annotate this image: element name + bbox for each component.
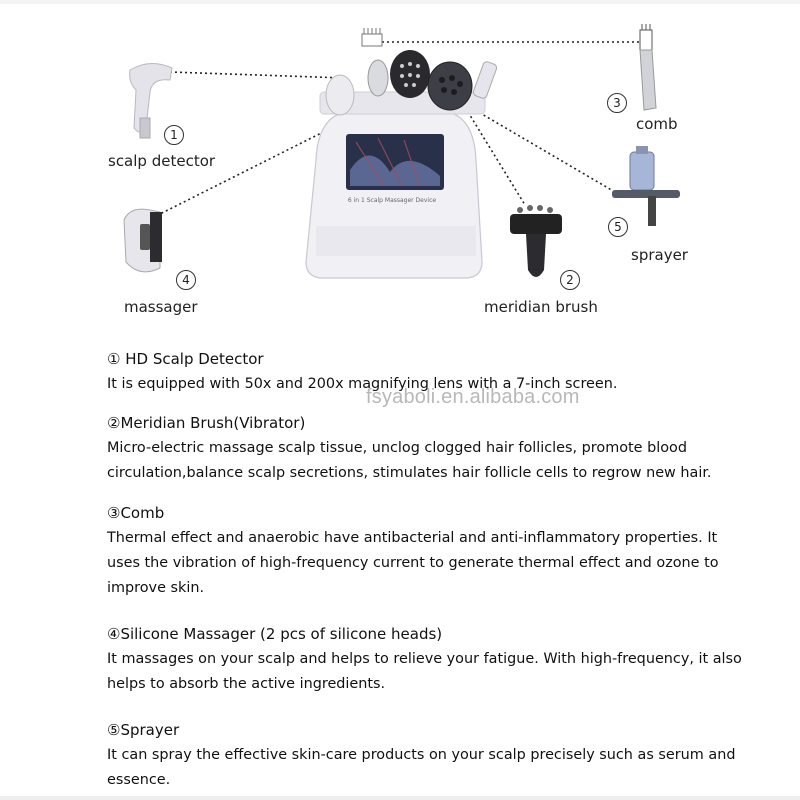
label-comb: comb — [636, 115, 678, 133]
label-number-sprayer: 5 — [608, 217, 628, 237]
label-number-scalp-detector: 1 — [164, 125, 184, 145]
section-body: It massages on your scalp and helps to relieve your fatigue. With high-frequency, it also helps to absorb the active ingredients. — [107, 651, 742, 692]
product-illustration — [0, 0, 800, 330]
massager-tool — [124, 209, 162, 272]
label-number-meridian-brush: 2 — [560, 270, 580, 290]
label-scalp-detector: scalp detector — [108, 152, 216, 170]
label-sprayer: sprayer — [631, 246, 688, 264]
section-comb — [107, 503, 747, 601]
section-title: ④Silicone Massager (2 pcs of silicone heads) — [107, 625, 443, 643]
meridian-brush-tool — [510, 205, 562, 277]
label-meridian-brush: meridian brush — [484, 298, 598, 316]
leader-line-scalp-detector — [170, 72, 345, 78]
section-title: ③Comb — [107, 504, 165, 522]
section-title: ⑤Sprayer — [107, 721, 180, 739]
main-device — [306, 92, 485, 278]
label-number-comb: 3 — [607, 93, 627, 113]
sprayer-tool — [612, 146, 680, 226]
section-body: It can spray the effective skin-care products on your scalp precisely such as serum and essence. — [107, 747, 736, 788]
section-sprayer — [107, 720, 747, 793]
leader-line-sprayer — [475, 110, 620, 195]
section-hd-scalp-detector — [107, 349, 747, 397]
bottom-border — [0, 796, 800, 800]
comb-tool — [640, 24, 656, 110]
section-title: ②Meridian Brush(Vibrator) — [107, 414, 306, 432]
section-meridian-brush — [107, 413, 747, 486]
label-massager: massager — [124, 298, 198, 316]
section-body: Thermal effect and anaerobic have antibacterial and anti-inflammatory properties. It uses the vibration of high-frequency current to generate thermal effect and ozone to improve skin. — [107, 530, 719, 596]
scalp-detector-tool — [130, 63, 172, 138]
device-panel-text: 6 in 1 Scalp Massager Device — [347, 197, 437, 204]
section-body: It is equipped with 50x and 200x magnifying lens with a 7-inch screen. — [107, 376, 618, 392]
label-number-massager: 4 — [176, 270, 196, 290]
watermark: fsyaboli.en.alibaba.com — [366, 386, 580, 408]
section-silicone-massager — [107, 624, 747, 697]
section-title: ① HD Scalp Detector — [107, 350, 264, 368]
section-body: Micro-electric massage scalp tissue, unclog clogged hair follicles, promote blood circulation,balance scalp secretions, stimulates hair follicle cells to regrow new hair. — [107, 440, 712, 481]
